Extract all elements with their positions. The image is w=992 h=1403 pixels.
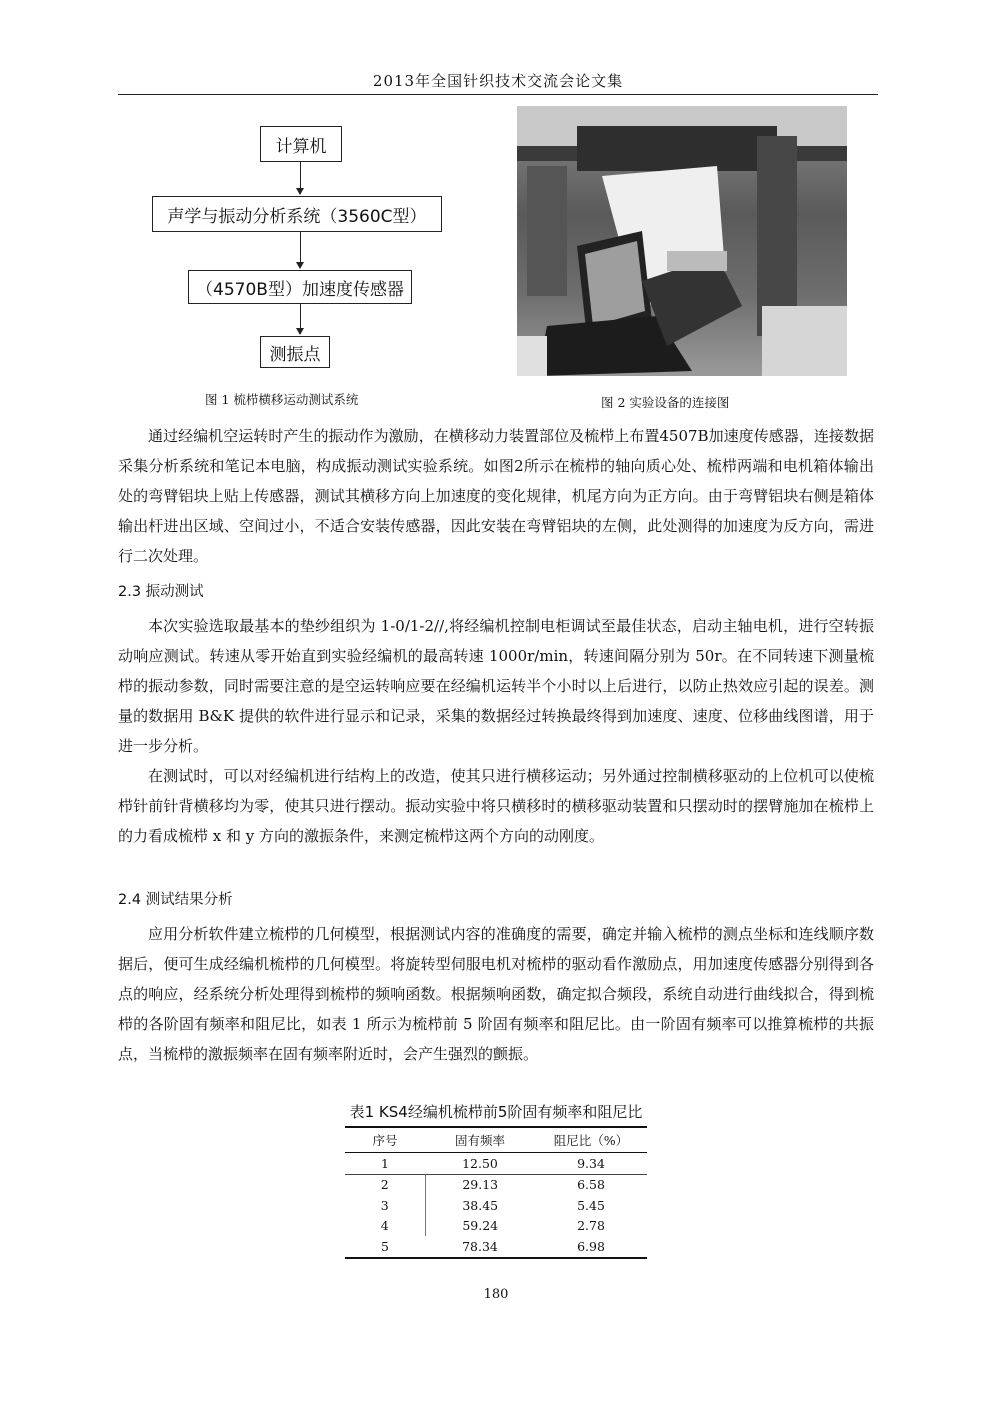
table-cell: 3 [380,1197,389,1213]
figure-2-equipment-photo [517,106,847,376]
table-header-row [345,1127,647,1153]
table-cell: 29.13 [425,1174,535,1195]
flow-box-accelerometer: （4570B型）加速度传感器 [188,270,412,304]
paragraph-text: 通过经编机空运转时产生的振动作为激励，在横移动力装置部位及梳栉上布置4507B加速度传感器，连接数据采集分析系统和笔记本电脑，构成振动测试实验系统。如图2所示在梳栉的轴向质心处、梳栉两端和电机箱体输出处的弯臂铝块上贴上传感器，测试其横移方向上加速度的变化规律，机尾方向为正方向。由于弯臂铝块右侧是箱体输出杆进出区域、空间过小，不适合安装传感器，因此安装在弯臂铝块的左侧，此处测得的加速度为反方向，需进行二次处理。 [118,427,874,565]
table-cell: 4 [380,1218,389,1234]
figure-1-flow-diagram [150,118,450,378]
table-1-title: 表1 KS4经编机梳栉前5阶固有频率和阻尼比 [349,1103,643,1121]
table-cell: 6.58 [577,1177,605,1193]
table-header-cell: 序号 [345,1127,425,1153]
table-row [345,1153,647,1175]
table-cell: 2 [380,1177,389,1193]
paragraph-text: 在测试时，可以对经编机进行结构上的改造，使其只进行横移运动；另外通过控制横移驱动的上位机可以使梳栉针前针背横移均为零，使其只进行摆动。振动实验中将只横移时的横移驱动装置和只摆动时的摆臂施加在梳栉上的力看成梳栉 x 和 y 方向的激振条件，来测定梳栉这两个方向的动刚度。 [118,767,874,845]
table-cell: 12.50 [462,1155,498,1171]
table-row [345,1195,647,1216]
flow-box-measuring-point: 测振点 [260,336,330,368]
table-row [345,1216,647,1237]
table-1 [345,1126,647,1259]
figure-1-caption: 图 1 梳栉横移运动测试系统 [205,392,359,407]
table-row [345,1174,647,1195]
table-cell: 5.45 [577,1197,605,1213]
table-cell: 78.34 [425,1236,535,1258]
table-cell: 5 [345,1236,425,1258]
table-cell: 59.24 [425,1216,535,1237]
table-row [345,1236,647,1258]
flow-box-analysis-system: 声学与振动分析系统（3560C型） [152,196,442,232]
table-cell: 2.78 [577,1218,605,1234]
flow-box-computer: 计算机 [260,126,342,162]
figure-2-caption: 图 2 实验设备的连接图 [601,395,730,410]
page-number: 180 [483,1287,509,1302]
body-paragraph-1 [118,421,874,571]
table-header-cell: 固有频率 [425,1127,535,1153]
header-rule [118,94,878,95]
equipment-photo-sketch [517,106,847,376]
table-cell: 38.45 [425,1195,535,1216]
flow-arrow [300,162,301,194]
section-heading-2-4: 2.4 测试结果分析 [118,892,233,908]
paragraph-text: 应用分析软件建立梳栉的几何模型，根据测试内容的准确度的需要，确定并输入梳栉的测点坐标和连线顺序数据后，便可生成经编机梳栉的几何模型。将旋转型伺服电机对梳栉的驱动看作激励点，用加速度传感器分别得到各点的响应，经系统分析处理得到梳栉的频响函数。根据频响函数，确定拟合频段，系统自动进行曲线拟合，得到梳栉的各阶固有频率和阻尼比，如表 1 所示为梳栉前 5 阶固有频率和阻尼比。由一阶固有频率可以推算梳栉的共振点，当梳栉的激振频率在固有频率附近时，会产生强烈的颤振。 [118,925,874,1063]
section-2-3-body [118,611,874,851]
table-cell: 9.34 [577,1155,605,1171]
flow-arrow [300,304,301,334]
section-heading-2-3: 2.3 振动测试 [118,584,204,600]
paragraph-text: 本次实验选取最基本的垫纱组织为 1-0/1-2//,将经编机控制电柜调试至最佳状态，启动主轴电机，进行空转振动响应测试。转速从零开始直到实验经编机的最高转速 1000r/min，转速间隔分别为 50r。在不同转速下测量梳栉的振动参数，同时需要注意的是空运转响应要在经编机运转半个小时以上后进行，以防止热效应引起的误差。测量的数据用 B&K 提供的软件进行显示和记录，采集的数据经过转换最终得到加速度、速度、位移曲线图谱，用于进一步分析。 [118,617,874,755]
running-header: 2013年全国针织技术交流会论文集 [372,72,624,90]
table-cell: 6.98 [535,1236,647,1258]
flow-arrow [300,232,301,268]
section-2-4-body [118,919,874,1069]
table-cell: 1 [381,1155,389,1171]
table-header-cell: 阻尼比（%） [535,1127,647,1153]
